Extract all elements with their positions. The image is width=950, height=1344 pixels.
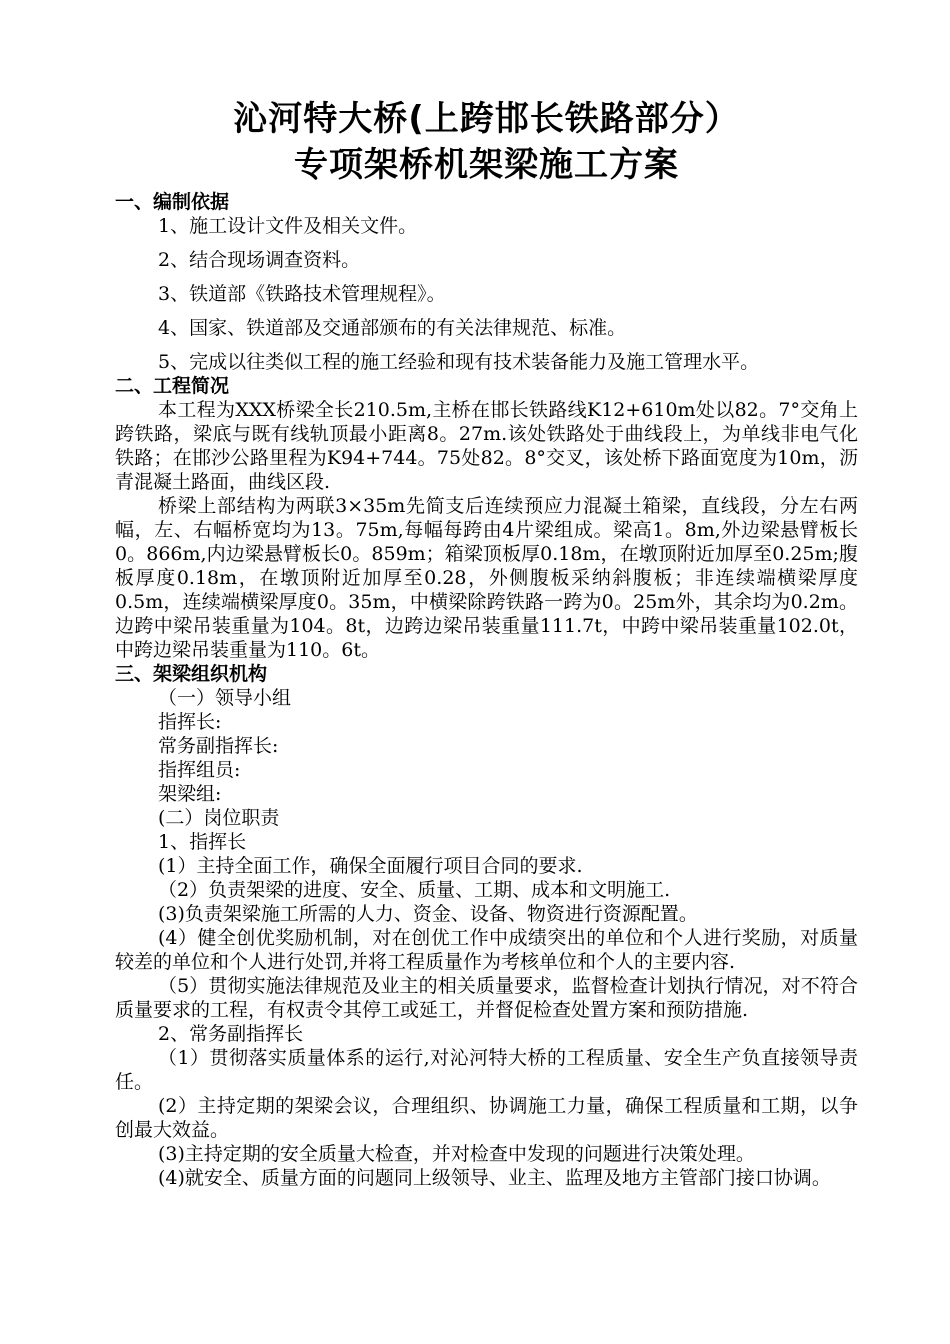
section-1-heading: 一、编制依据	[115, 191, 230, 213]
basis-item-4: 4、国家、铁道部及交通部颁布的有关法律规范、标准。	[158, 317, 627, 339]
deputy-paragraph-2: (2）主持定期的架梁会议，合理组织、协调施工力量，确保工程质量和工期，以争创最大效益。	[115, 1095, 858, 1141]
org-line-3: 常务副指挥长:	[158, 735, 279, 757]
org-line-6: (二）岗位职责	[158, 807, 280, 829]
title-block	[115, 96, 858, 188]
basis-item-5: 5、完成以往类似工程的施工经验和现有技术装备能力及施工管理水平。	[158, 351, 760, 373]
org-line-8: (1）主持全面工作，确保全面履行项目合同的要求.	[158, 855, 583, 877]
org-subheading-2: 2、常务副指挥长	[158, 1023, 304, 1045]
title-line-1: 沁河特大桥(上跨邯长铁路部分）	[233, 99, 740, 139]
org-line-5: 架梁组:	[158, 783, 222, 805]
org-line-1: （一）领导小组	[158, 687, 292, 709]
title-line-2: 专项架桥机架梁施工方案	[294, 145, 679, 185]
duty-paragraph-4: (4）健全创优奖励机制，对在创优工作中成绩突出的单位和个人进行奖励，对质量较差的单位和个人进行处罚,并将工程质量作为考核单位和个人的主要内容.	[115, 927, 858, 973]
org-line-2: 指挥长:	[158, 711, 222, 733]
overview-paragraph-2: 桥梁上部结构为两联3×35m先简支后连续预应力混凝土箱梁，直线段，分左右两幅，左、右幅桥宽均为13。75m,每幅每跨由4片梁组成。梁高1。8m,外边梁悬臂板长0。866m,内边梁悬臂板长0。859m；箱梁顶板厚0.18m，在墩顶附近加厚至0.25m;腹板厚度0.18m，在墩顶附近加厚至0.28，外侧腹板采纳斜腹板；非连续端横梁厚度0.5m，连续端横梁厚度0。35m，中横梁除跨铁路一跨为0。25m外，其余均为0.2m。边跨中梁吊装重量为104。8t，边跨边梁吊装重量111.7t，中跨中梁吊装重量102.0t，中跨边梁吊装重量为110。6t。	[115, 495, 858, 661]
basis-item-2: 2、结合现场调查资料。	[158, 249, 361, 271]
org-line-4: 指挥组员:	[158, 759, 241, 781]
basis-item-3: 3、铁道部《铁路技术管理规程》。	[158, 283, 446, 305]
overview-paragraph-1: 本工程为XXX桥梁全长210.5m,主桥在邯长铁路线K12+610m处以82。7°交角上跨铁路，梁底与既有线轨顶最小距离8。27m.该处铁路处于曲线段上，为单线非电气化铁路；在邯沙公路里程为K94+744。75处82。8°交叉，该处桥下路面宽度为10m，沥青混凝土路面，曲线区段.	[115, 399, 858, 493]
org-line-7: 1、指挥长	[158, 831, 247, 853]
org-line-9: （2）负责架梁的进度、安全、质量、工期、成本和文明施工.	[158, 879, 671, 901]
deputy-paragraph-1: （1）贯彻落实质量体系的运行,对沁河特大桥的工程质量、安全生产负直接领导责任。	[115, 1047, 858, 1093]
deputy-paragraph-3: (3)主持定期的安全质量大检查，并对检查中发现的问题进行决策处理。	[158, 1143, 755, 1165]
basis-item-1: 1、施工设计文件及相关文件。	[158, 215, 418, 237]
section-2-heading: 二、工程简况	[115, 375, 230, 397]
section-3-heading: 三、架梁组织机构	[115, 663, 268, 685]
org-line-10: (3)负责架梁施工所需的人力、资金、设备、物资进行资源配置。	[158, 903, 698, 925]
duty-paragraph-5: （5）贯彻实施法律规范及业主的相关质量要求，监督检查计划执行情况，对不符合质量要求的工程，有权责令其停工或延工，并督促检查处置方案和预防措施.	[115, 975, 858, 1021]
deputy-paragraph-4: (4)就安全、质量方面的问题同上级领导、业主、监理及地方主管部门接口协调。	[158, 1167, 831, 1189]
